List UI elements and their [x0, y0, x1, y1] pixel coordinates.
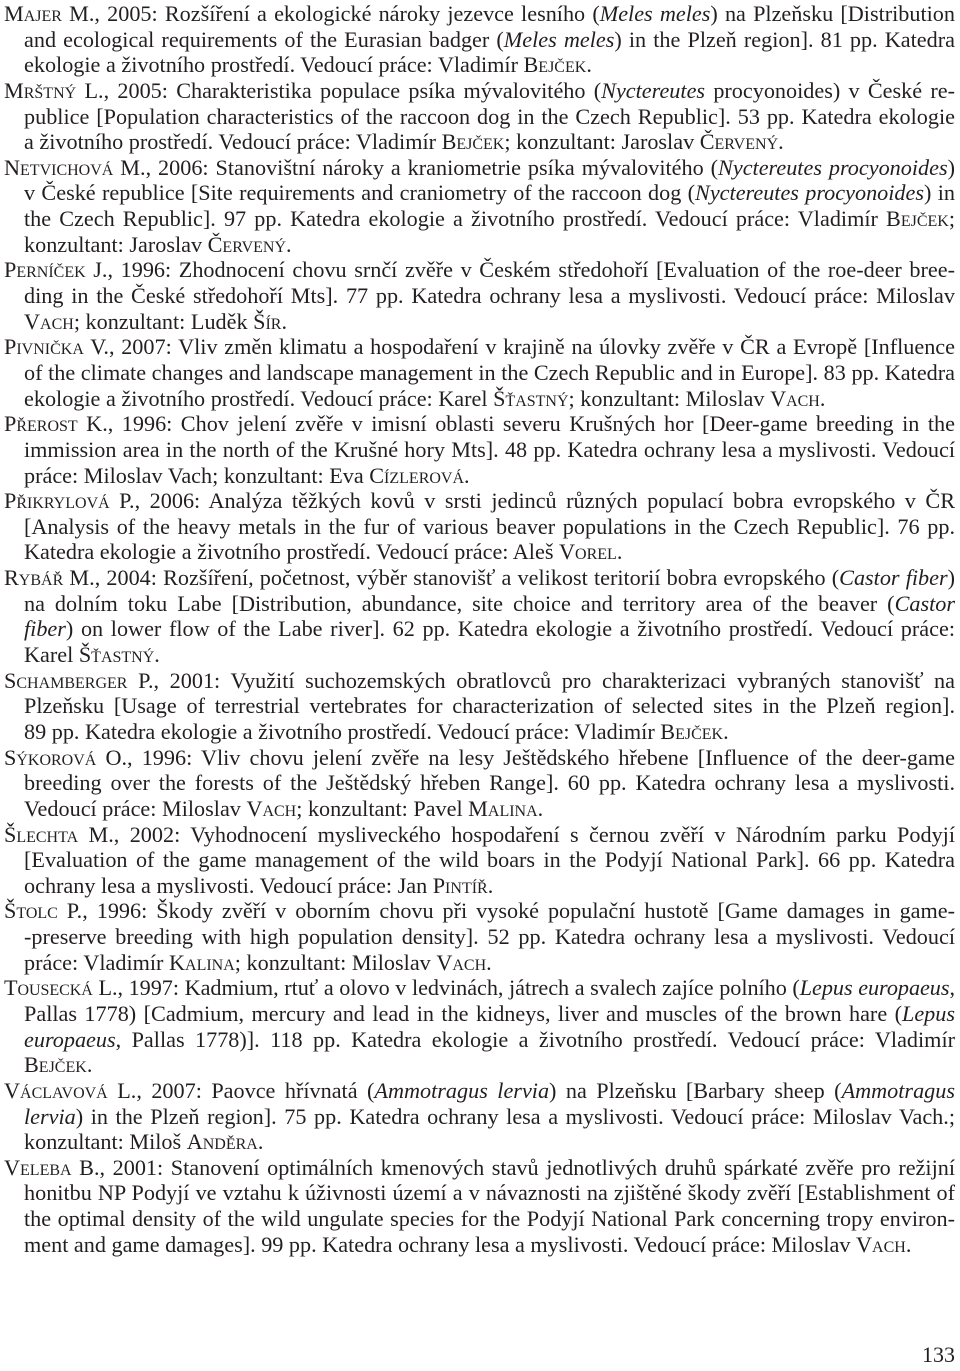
citation-text: , 2002: Vyhodnocení mysliveckého hospodaření s černou zvěří v Národním parku Podyjí [113, 821, 956, 847]
citation-text: na dolním toku Labe [Distribution, abundance, site choice and territory area of the beaver ( [24, 590, 895, 616]
citation-text: . [778, 129, 784, 155]
bibliography-entry [4, 411, 955, 488]
citation-text: . [486, 949, 492, 975]
bibliography-entry [4, 668, 955, 745]
citation-text: the optimal density of the wild ungulate species for the Podyjí National Park concerning tropy environ- [24, 1206, 955, 1232]
citation-text: , [949, 975, 955, 1001]
species-name: Lepus europaeus [799, 975, 950, 1001]
bibliography-entry [4, 1, 955, 78]
citation-text: of the climate changes and landscape management in the Czech Republic and in Europe]. 83 pp. Katedra [24, 359, 955, 385]
citation-text: ) in [924, 180, 955, 206]
species-name: Ammotragus lervia [374, 1077, 550, 1103]
bibliography-entry [4, 334, 955, 411]
entry-line [4, 1052, 955, 1078]
citation-text: ) on lower flow of the Labe river]. 62 pp. Katedra ekologie a životního prostředí. Vedoucí práce: [65, 616, 955, 642]
person-name: Cízlerová [369, 462, 465, 488]
person-name: Bejček [523, 52, 587, 78]
bibliography-entry [4, 1155, 955, 1258]
citation-text: . [723, 718, 729, 744]
person-name: Bejček [660, 718, 724, 744]
species-name: Nyctereutes procyonoides [695, 180, 924, 206]
person-name: Červený [699, 129, 779, 155]
entry-line [4, 770, 955, 796]
species-name: fiber [24, 616, 66, 642]
citation-text: honitbu NP Podyjí ve vztahu k úživnosti území a v návaznosti na zjištěné škody zvěří [Establishment of [24, 1180, 955, 1206]
entry-line [4, 360, 955, 386]
citation-text: , 1997: Kadmium, rtuť a olovo v ledvinách, játrech a svalech zajíce polního ( [117, 975, 800, 1001]
citation-text: ) in the Plzeň region]. 75 pp. Katedra ochrany lesa a myslivosti. Vedoucí práce: Miloslav Vach.; [75, 1103, 955, 1129]
citation-text: ) in the Plzeň region]. 81 pp. Katedra [614, 26, 955, 52]
author-name: Přerost K. [4, 411, 108, 437]
citation-text: ; konzultant: Miloslav [568, 385, 771, 411]
entry-first-line [4, 975, 955, 1001]
citation-text: ; konzultant: Miloslav [234, 949, 437, 975]
citation-text: immission area in the north of the Krušné hory Mts]. 48 pp. Katedra ochrany lesa a myslivosti. Vedoucí [24, 436, 955, 462]
citation-text: , 2001: Stanovení optimálních kmenových stavů jednotlivých druhů spárkaté zvěře pro režijní [99, 1154, 955, 1180]
citation-text: , 1996: Škody zvěří v oborním chovu při vysoké populační hustotě [Game damages in game- [82, 898, 956, 924]
species-name: Meles meles [503, 26, 615, 52]
citation-text: ment and game damages]. 99 pp. Katedra ochrany lesa a myslivosti. Vedoucí práce: Miloslav [24, 1231, 856, 1257]
citation-text: publice [Population characteristics of the raccoon dog in the Czech Republic]. 53 pp. Katedra ekologie [24, 103, 955, 129]
citation-text: ) [947, 154, 955, 180]
entry-line [4, 642, 955, 668]
citation-text: . [819, 385, 826, 411]
entry-first-line [4, 668, 955, 694]
citation-text: Plzeňsku [Usage of terrestrial vertebrates for characterization of selected sites in the Plzeň region]. [24, 693, 955, 719]
citation-text: ; konzultant: Pavel [296, 795, 469, 821]
bibliography-entry [4, 257, 955, 334]
citation-text: v České republice [Site requirements and craniometry of the raccoon dog ( [24, 180, 696, 206]
author-name: Majer M. [4, 1, 95, 26]
citation-text: , 1996: Zhodnocení chovu srnčí zvěře v Českém středohoří [Evaluation of the roe-deer bree- [107, 257, 955, 283]
citation-text: . [286, 231, 292, 257]
entry-line [4, 616, 955, 642]
entry-line [4, 104, 955, 130]
person-name: Šír [253, 308, 282, 334]
author-name: Přikrylová P. [4, 488, 135, 514]
entry-line [4, 591, 955, 617]
author-name: Perníček J. [4, 257, 108, 283]
citation-text: ; konzultant: Jaroslav [504, 129, 700, 155]
entry-line [4, 386, 955, 412]
citation-text: Pallas 1778) [Cadmium, mercury and lead in the kidneys, liver and muscles of the brown hare ( [24, 1000, 902, 1026]
person-name: Malina [468, 795, 538, 821]
citation-text: [Evaluation of the game management of the wild boars in the Podyjí National Park]. 66 pp. Katedra [24, 847, 955, 873]
entry-line [4, 1001, 955, 1027]
bibliography-entry [4, 975, 955, 1078]
page-number: 133 [922, 1342, 955, 1367]
entry-line [4, 437, 955, 463]
citation-text: , 2006: Analýza těžkých kovů v srsti jedinců různých populací bobra evropského v ČR [134, 488, 955, 514]
entry-first-line [4, 257, 955, 283]
bibliography-entry [4, 565, 955, 668]
citation-text: . [154, 642, 160, 668]
person-name: Vach [436, 949, 487, 975]
species-name: lervia [24, 1103, 76, 1129]
entry-line [4, 719, 955, 745]
citation-text: , 2007: Paovce hřívnatá ( [136, 1077, 375, 1103]
bibliography-entry [4, 1078, 955, 1155]
citation-text: ; [948, 206, 955, 232]
citation-text: , Pallas 1778)]. 118 pp. Katedra ekologie a životního prostředí. Vedoucí práce: Vladimír [115, 1026, 955, 1052]
species-name: Nyctereutes [601, 77, 706, 103]
person-name: Vach [246, 795, 297, 821]
citation-text: ochrany lesa a myslivosti. Vedoucí práce: Jan [24, 872, 433, 898]
citation-text: ding in the České středohoří Mts]. 77 pp. Katedra ochrany lesa a myslivosti. Vedoucí práce: Miloslav [24, 283, 955, 309]
author-name: Sýkorová O. [4, 744, 128, 770]
citation-text: ; konzultant: Luděk [73, 308, 254, 334]
citation-text: . [86, 1052, 93, 1078]
entry-line [4, 847, 955, 873]
person-name: Červený [207, 231, 287, 257]
person-name: Bejček [24, 1052, 87, 1078]
entry-line [4, 309, 955, 335]
citation-text: . [487, 872, 494, 898]
person-name: Vach [856, 1231, 906, 1257]
author-name: Mrštný L. [4, 77, 104, 103]
bibliography-entry [4, 78, 955, 155]
citation-text: -preserve breeding with high population density]. 52 pp. Katedra ochrany lesa a myslivosti. Vedoucí [24, 924, 955, 950]
entry-line [4, 693, 955, 719]
citation-text: , 2001: Využití suchozemských obratlovců pro charakterizaci vybraných stanovišť na [153, 667, 956, 693]
bibliography-entry [4, 745, 955, 822]
species-name: Meles meles [599, 1, 711, 26]
person-name: Vorel [559, 539, 617, 565]
entry-line [4, 1104, 955, 1130]
entry-line [4, 27, 955, 53]
citation-text: ) na Plzeňsku [Barbary sheep ( [549, 1077, 842, 1103]
author-name: Šlechta M. [4, 821, 114, 847]
bibliography-entry [4, 898, 955, 975]
citation-text: , 2006: Stanovištní nároky a kraniometrie psíka mývalovitého ( [145, 154, 719, 180]
citation-text: , 2007: Vliv změn klimatu a hospodaření v krajině na úlovky zvěře v ČR a Evropě [Influence [108, 334, 955, 360]
entry-line [4, 129, 955, 155]
citation-text: konzultant: Jaroslav [24, 231, 208, 257]
entry-line [4, 539, 955, 565]
author-name: Tousecká L. [4, 975, 118, 1001]
citation-text: . [281, 308, 288, 334]
citation-text: , 2004: Rozšíření, početnost, výběr stanovišť a velikost teritorií bobra evropského ( [94, 565, 840, 591]
person-name: Šťastný [493, 385, 569, 411]
citation-text: ekologie a životního prostředí. Vedoucí práce: Karel [24, 385, 494, 411]
entry-line [4, 1180, 955, 1206]
author-name: Rybář M. [4, 565, 95, 591]
citation-text: procyonoides) v České re- [705, 77, 956, 103]
entry-line [4, 283, 955, 309]
entry-line [4, 1129, 955, 1155]
species-name: Castor [894, 590, 955, 616]
citation-text: . [905, 1231, 912, 1257]
citation-text: , 1996: Chov jelení zvěře v imisní oblasti severu Krušných hor [Deer-game breeding in the [107, 411, 955, 437]
citation-text: , 2005: Rozšíření a ekologické nároky jezevce lesního ( [94, 1, 600, 26]
citation-text: Katedra ekologie a životního prostředí. Vedoucí práce: Aleš [24, 539, 560, 565]
species-name: Ammotragus [841, 1077, 955, 1103]
citation-text: Karel [24, 642, 79, 668]
citation-text: , 1996: Vliv chovu jelení zvěře na lesy Ještědského hřebene [Influence of the deer-game [127, 744, 955, 770]
citation-text: [Analysis of the heavy metals in the fur of various beaver populations in the Czech Republic]. 76 pp. [24, 513, 955, 539]
author-name: Václavová L. [4, 1077, 137, 1103]
entry-line [4, 1027, 955, 1053]
citation-text: práce: Miloslav Vach; konzultant: Eva [24, 462, 370, 488]
entry-line [4, 232, 955, 258]
entry-line [4, 1232, 955, 1258]
entry-first-line [4, 488, 955, 514]
entry-first-line [4, 898, 955, 924]
author-name: Štolc P. [4, 898, 83, 924]
citation-text: . [616, 539, 623, 565]
entry-line [4, 873, 955, 899]
citation-text: . [586, 52, 592, 78]
entry-first-line [4, 745, 955, 771]
bibliography-entry [4, 488, 955, 565]
citation-text: konzultant: Miloš [24, 1129, 187, 1155]
citation-text: práce: Vladimír [24, 949, 169, 975]
citation-text: . [537, 795, 544, 821]
entry-first-line [4, 1155, 955, 1181]
entry-first-line [4, 334, 955, 360]
entry-line [4, 180, 955, 206]
entry-first-line [4, 822, 955, 848]
species-name: europaeus [24, 1026, 116, 1052]
author-name: Schamberger P. [4, 667, 154, 693]
citation-text: . [464, 462, 470, 488]
entry-line [4, 206, 955, 232]
person-name: Bejček [886, 206, 949, 232]
bibliography-list [4, 1, 955, 1257]
citation-text: . [257, 1129, 264, 1155]
entry-first-line [4, 565, 955, 591]
entry-first-line [4, 78, 955, 104]
citation-text: ) [947, 565, 956, 591]
citation-text: breeding over the forests of the Ještědský hřeben Range]. 60 pp. Katedra ochrany lesa a myslivosti. [24, 770, 955, 796]
entry-first-line [4, 1078, 955, 1104]
person-name: Vach [24, 308, 74, 334]
citation-text: , 2005: Charakteristika populace psíka mývalovitého ( [103, 77, 602, 103]
person-name: Šťastný [78, 642, 155, 668]
person-name: Bejček [441, 129, 505, 155]
entry-first-line [4, 411, 955, 437]
entry-line [4, 514, 955, 540]
citation-text: ekologie a životního prostředí. Vedoucí práce: Vladimír [24, 52, 524, 78]
entry-line [4, 950, 955, 976]
citation-text: ) na Plzeňsku [Distribution [710, 1, 955, 26]
entry-line [4, 1206, 955, 1232]
species-name: Nyctereutes procyonoides [718, 154, 948, 180]
entry-line [4, 796, 955, 822]
entry-first-line [4, 155, 955, 181]
author-name: Pivnička V. [4, 334, 109, 360]
person-name: Kalina [169, 949, 235, 975]
person-name: Vach [770, 385, 820, 411]
author-name: Veleba B. [4, 1154, 100, 1180]
author-name: Netvichová M. [4, 154, 146, 180]
entry-first-line [4, 1, 955, 27]
entry-line [4, 924, 955, 950]
bibliography-entry [4, 822, 955, 899]
entry-line [4, 52, 955, 78]
person-name: Anděra [186, 1129, 258, 1155]
citation-text: 89 pp. Katedra ekologie a životního prostředí. Vedoucí práce: Vladimír [24, 718, 661, 744]
citation-text: and ecological requirements of the Eurasian badger ( [24, 26, 504, 52]
person-name: Pintíř [432, 872, 488, 898]
species-name: Castor fiber [839, 565, 948, 591]
citation-text: the Czech Republic]. 97 pp. Katedra ekologie a životního prostředí. Vedoucí práce: Vladimír [24, 206, 887, 232]
bibliography-entry [4, 155, 955, 258]
citation-text: Vedoucí práce: Miloslav [24, 795, 247, 821]
entry-line [4, 463, 955, 489]
citation-text: a životního prostředí. Vedoucí práce: Vladimír [24, 129, 442, 155]
species-name: Lepus [901, 1000, 955, 1026]
